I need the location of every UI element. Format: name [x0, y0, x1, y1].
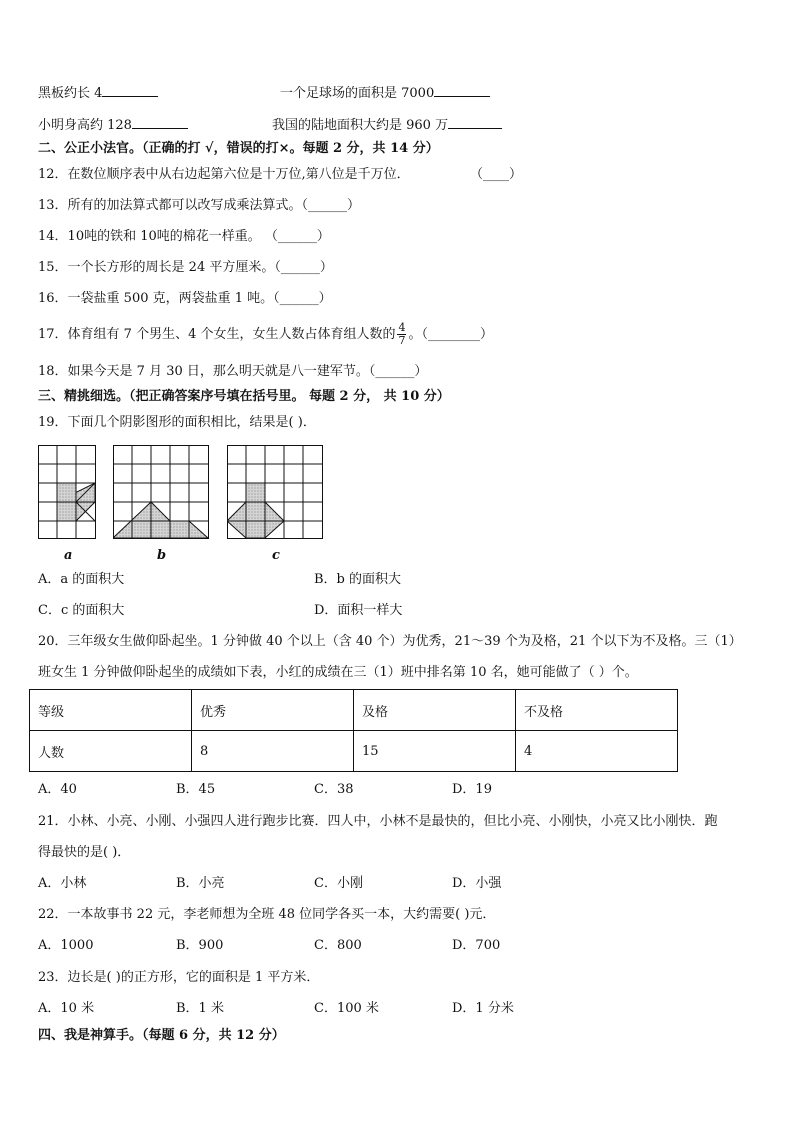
question-14: 14．10吨的铁和 10吨的棉花一样重。 （______） — [38, 229, 330, 244]
question-20-line-1: 20．三年级女生做仰卧起坐。1 分钟做 40 个以上（含 40 个）为优秀，21～39 个为及格，21 个以下为不及格。三（1） — [38, 634, 742, 649]
table-header-cell: 优秀 — [192, 690, 354, 731]
table-header-row — [30, 690, 678, 731]
question-23: 23．边长是( )的正方形，它的面积是 1 平方米． — [38, 970, 320, 985]
section-3-title: 三、精挑细选。（把正确答案序号填在括号里。 每题 2 分， 共 10 分） — [38, 389, 450, 404]
q19-option-c[interactable]: C．c 的面积大 — [38, 603, 125, 618]
q21-option-b[interactable]: B．小亮 — [176, 876, 225, 891]
question-15: 15．一个长方形的周长是 24 平方厘米。（______） — [38, 260, 333, 275]
table-row — [30, 731, 678, 772]
q22-option-c[interactable]: C．800 — [314, 938, 362, 953]
fraction-denominator: 7 — [398, 334, 406, 347]
q20-option-c[interactable]: C．38 — [314, 782, 354, 797]
q21-option-c[interactable]: C．小刚 — [314, 876, 363, 891]
figure-c — [227, 445, 325, 540]
question-13: 13．所有的加法算式都可以改写成乘法算式。（______） — [38, 198, 361, 213]
section-4-title: 四、我是神算手。（每题 6 分，共 12 分） — [38, 1028, 285, 1043]
q19-option-d[interactable]: D．面积一样大 — [314, 603, 403, 618]
q20-option-a[interactable]: A．40 — [38, 782, 77, 797]
table-header-cell: 及格 — [354, 690, 516, 731]
figure-a — [38, 445, 98, 540]
q22-option-a[interactable]: A．1000 — [38, 938, 94, 953]
figure-label-b: b — [157, 548, 167, 563]
table-header-cell: 不及格 — [516, 690, 678, 731]
answer-blank[interactable] — [434, 83, 490, 97]
unit-item-text: 我国的陆地面积大约是 960 万 — [272, 118, 449, 133]
unit-item-height — [38, 115, 188, 135]
figure-b — [113, 445, 211, 540]
figure-label-c: c — [272, 548, 280, 563]
table-cell: 8 — [192, 731, 354, 772]
q23-option-d[interactable]: D．1 分米 — [452, 1001, 514, 1016]
section-2-title: 二、公正小法官。（正确的打 √，错误的打×。每题 2 分，共 14 分） — [38, 141, 439, 156]
table-cell: 15 — [354, 731, 516, 772]
question-21-line-1: 21．小林、小亮、小刚、小强四人进行跑步比赛．四人中，小林不是最快的，但比小亮、小刚快，小亮又比小刚快．跑 — [38, 814, 718, 829]
answer-blank[interactable] — [448, 115, 502, 129]
q19-option-a[interactable]: A．a 的面积大 — [38, 572, 125, 587]
fraction — [397, 322, 406, 347]
q22-option-b[interactable]: B．900 — [176, 938, 224, 953]
table-cell: 人数 — [30, 731, 192, 772]
answer-paren-12[interactable]: （____） — [470, 167, 523, 182]
answer-blank[interactable] — [102, 83, 158, 97]
unit-item-blackboard — [38, 83, 158, 103]
q23-option-c[interactable]: C．100 米 — [314, 1001, 379, 1016]
unit-item-text: 小明身高约 128 — [38, 118, 132, 133]
unit-item-text: 一个足球场的面积是 7000 — [280, 86, 435, 101]
question-text: 12．在数位顺序表中从右边起第六位是十万位,第八位是千万位． — [38, 167, 410, 182]
question-17 — [38, 322, 493, 347]
question-12 — [38, 166, 410, 184]
unit-item-text: 黑板约长 4 — [38, 86, 103, 101]
question-16: 16．一袋盐重 500 克，两袋盐重 1 吨。（______） — [38, 291, 332, 306]
q22-option-d[interactable]: D．700 — [452, 938, 501, 953]
q21-option-a[interactable]: A．小林 — [38, 876, 87, 891]
answer-blank[interactable] — [132, 115, 188, 129]
fraction-numerator: 4 — [398, 321, 406, 334]
q20-option-b[interactable]: B．45 — [176, 782, 216, 797]
shaded-region — [227, 483, 284, 538]
q23-option-b[interactable]: B．1 米 — [176, 1001, 224, 1016]
question-20-line-2: 班女生 1 分钟做仰卧起坐的成绩如下表，小红的成绩在三（1）班中排名第 10 名，她可能做了（ ）个。 — [38, 665, 638, 680]
question-text: 17．体育组有 7 个男生、4 个女生，女生人数占体育组人数的 — [38, 327, 396, 342]
unit-item-land-area — [272, 115, 502, 135]
figure-label-a: a — [64, 548, 73, 563]
table-cell: 4 — [516, 731, 678, 772]
unit-item-football-field — [280, 83, 490, 103]
table-header-cell: 等级 — [30, 690, 192, 731]
q20-option-d[interactable]: D．19 — [452, 782, 492, 797]
question-19: 19．下面几个阴影图形的面积相比，结果是( )． — [38, 415, 316, 430]
question-18: 18．如果今天是 7 月 30 日，那么明天就是八一建军节。（______） — [38, 364, 428, 379]
answer-paren[interactable]: 。（________） — [408, 327, 493, 342]
shaded-region — [113, 502, 208, 538]
q23-option-a[interactable]: A．10 米 — [38, 1001, 95, 1016]
question-22: 22．一本故事书 22 元，李老师想为全班 48 位同学各买一本，大约需要( )元． — [38, 907, 496, 922]
score-table — [29, 689, 678, 772]
q21-option-d[interactable]: D．小强 — [452, 876, 502, 891]
q19-option-b[interactable]: B．b 的面积大 — [314, 572, 402, 587]
question-21-line-2: 得最快的是( )． — [38, 845, 131, 860]
